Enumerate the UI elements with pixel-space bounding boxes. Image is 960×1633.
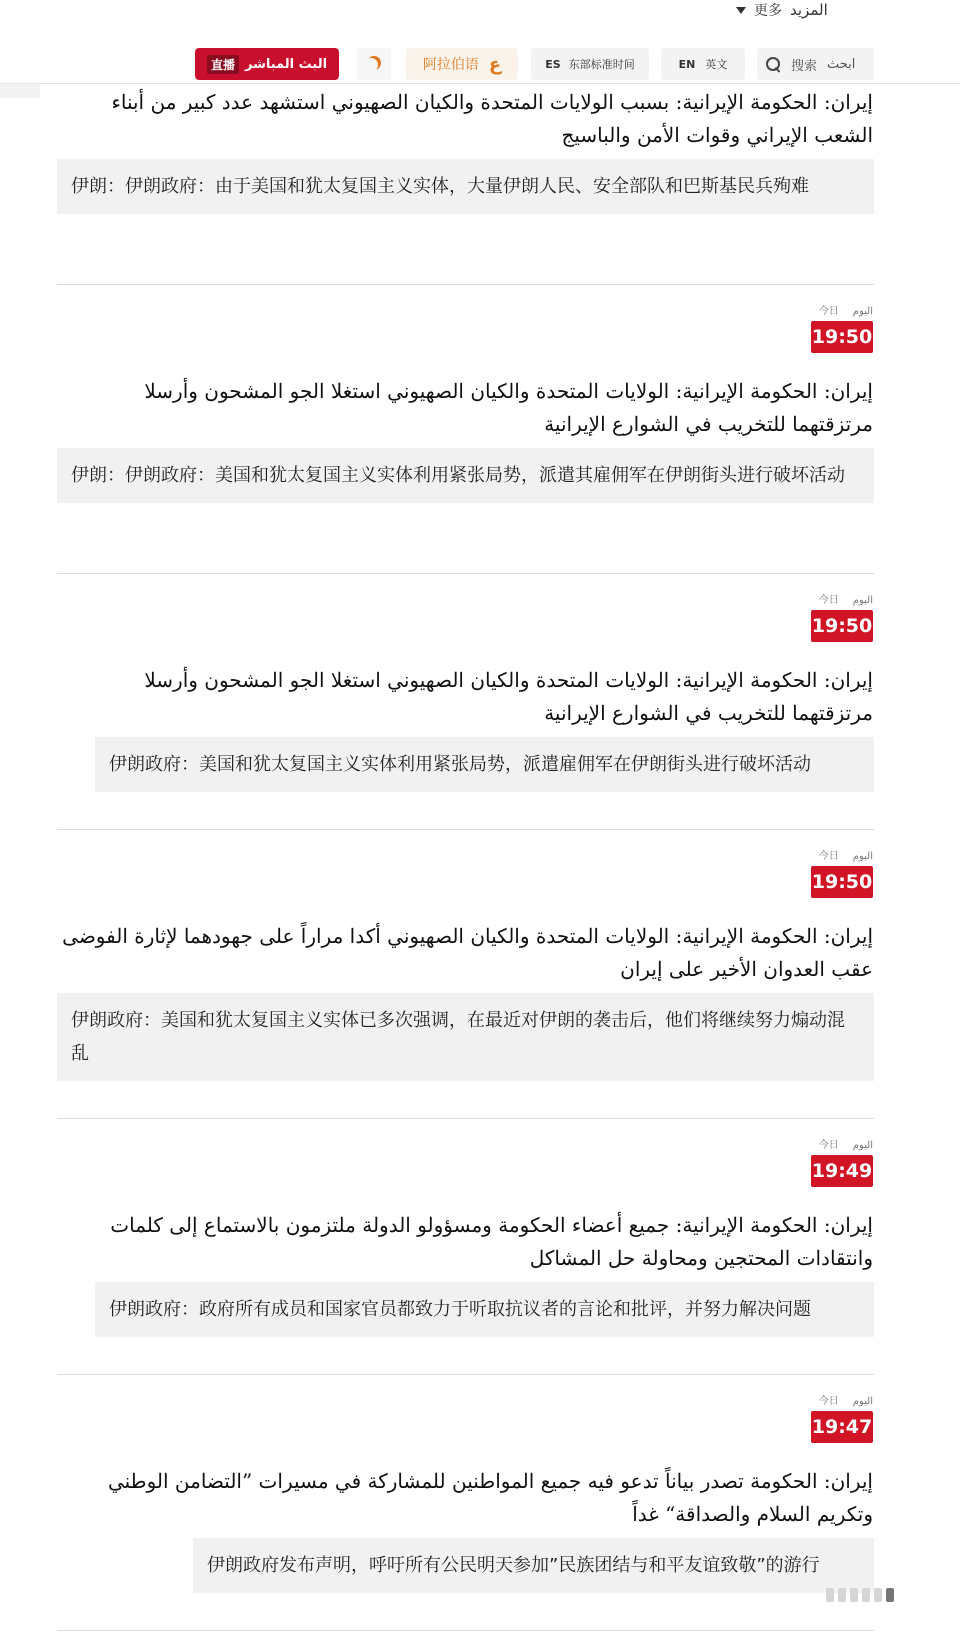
live-label-ar: البث المباشر — [244, 56, 328, 72]
search-label-ar: ابحث — [827, 56, 856, 72]
indicator-dot — [838, 1588, 846, 1602]
live-button[interactable] — [195, 48, 339, 80]
entry-divider — [57, 1374, 874, 1375]
carousel-indicator[interactable] — [826, 1585, 946, 1605]
chinese-translation: 伊朗政府：美国和犹太复国主义实体利用紧张局势，派遣雇佣军在伊朗街头进行破坏活动 — [95, 737, 874, 792]
today-label-zh: 今日 — [818, 1140, 839, 1151]
timestamp — [811, 1139, 873, 1187]
time-badge: 19:47 — [811, 1411, 873, 1443]
time-badge: 19:50 — [811, 610, 873, 642]
today-label-ar: اليوم — [852, 1140, 873, 1151]
time-badge: 19:50 — [811, 321, 873, 353]
arabic-headline: إيران: الحكومة الإيرانية: الولايات المتحدة والكيان الصهيوني أكدا مراراً على جهودهما لإثارة الفوضى عقب العدوان الأخير على إيران — [62, 924, 873, 981]
indicator-dot-active — [886, 1588, 894, 1602]
today-label-ar: اليوم — [852, 306, 873, 317]
timestamp — [811, 594, 873, 642]
timezone-label: 东部标准时间 — [568, 58, 635, 71]
today-label-zh: 今日 — [818, 595, 839, 606]
arabic-headline: إيران: الحكومة الإيرانية: الولايات المتحدة والكيان الصهيوني استغلا الجو المشحون وأرسلا مرتزقتهما للتخريب في الشوارع الإيرانية — [144, 668, 873, 725]
chinese-translation: 伊朗政府：美国和犹太复国主义实体已多次强调，在最近对伊朗的袭击后，他们将继续努力煽动混乱 — [57, 993, 874, 1081]
timezone-button[interactable] — [531, 48, 649, 80]
today-label-ar: اليوم — [852, 1396, 873, 1407]
indicator-dot — [826, 1588, 834, 1602]
top-header — [0, 0, 960, 84]
today-label-zh: 今日 — [818, 1396, 839, 1407]
timestamp — [811, 850, 873, 898]
today-label-zh: 今日 — [818, 306, 839, 317]
toolbar — [0, 48, 960, 80]
search-icon — [765, 56, 781, 72]
chinese-translation: 伊朗政府发布声明，呼吁所有公民明天参加”民族团结与和平友谊致敬”的游行 — [193, 1538, 874, 1593]
chinese-translation: 伊朗：伊朗政府：由于美国和犹太复国主义实体，大量伊朗人民、安全部队和巴斯基民兵殉难 — [57, 159, 874, 214]
more-label-zh: 更多 — [754, 3, 782, 19]
more-menu[interactable] — [736, 0, 828, 20]
time-badge: 19:50 — [811, 866, 873, 898]
entry-divider — [57, 284, 874, 285]
timestamp — [811, 305, 873, 353]
chinese-translation: 伊朗：伊朗政府：美国和犹太复国主义实体利用紧张局势，派遣其雇佣军在伊朗街头进行破坏活动 — [57, 448, 874, 503]
language-label: 英文 — [705, 58, 728, 71]
language-code: EN — [678, 57, 696, 71]
arabic-language-label: 阿拉伯语 — [422, 57, 479, 73]
search-label-zh: 搜索 — [791, 58, 818, 74]
entry-divider — [57, 829, 874, 830]
time-badge: 19:49 — [811, 1155, 873, 1187]
arabic-language-button[interactable] — [406, 48, 518, 80]
timestamp — [811, 1395, 873, 1443]
entry-divider — [57, 573, 874, 574]
arabic-headline: إيران: الحكومة الإيرانية: الولايات المتحدة والكيان الصهيوني استغلا الجو المشحون وأرسلا مرتزقتهما للتخريب في الشوارع الإيرانية — [144, 379, 873, 436]
search-button[interactable] — [757, 48, 874, 80]
left-edge-tab — [0, 84, 40, 98]
arabic-letter-icon: ع — [488, 53, 502, 75]
indicator-dot — [850, 1588, 858, 1602]
arabic-headline: إيران: الحكومة الإيرانية: بسبب الولايات المتحدة والكيان الصهيوني استشهد عدد كبير من أبناء الشعب الإيراني وقوات الأمن والباسيج — [111, 90, 873, 147]
today-label-zh: 今日 — [818, 851, 839, 862]
english-language-button[interactable] — [661, 48, 745, 80]
arabic-headline: إيران: الحكومة تصدر بياناً تدعو فيه جميع المواطنين للمشاركة في مسيرات ”التضامن الوطني وتكريم السلام والصداقة“ غداً — [107, 1469, 873, 1526]
more-label-ar: المزيد — [790, 1, 828, 19]
indicator-dot — [862, 1588, 870, 1602]
chevron-down-icon — [736, 7, 746, 14]
today-label-ar: اليوم — [852, 595, 873, 606]
entry-divider — [57, 1118, 874, 1119]
dark-mode-toggle[interactable] — [357, 48, 391, 80]
arabic-headline: إيران: الحكومة الإيرانية: جميع أعضاء الحكومة ومسؤولو الدولة ملتزمون بالاستماع إلى كلمات وانتقادات المحتجين ومحاولة حل المشاكل — [110, 1213, 873, 1270]
chinese-translation: 伊朗政府：政府所有成员和国家官员都致力于听取抗议者的言论和批评，并努力解决问题 — [95, 1282, 874, 1337]
moon-icon — [364, 58, 378, 72]
entry-divider — [57, 1630, 874, 1631]
timezone-code: ES — [545, 57, 561, 71]
live-label-zh: 直播 — [207, 55, 239, 74]
indicator-dot — [874, 1588, 882, 1602]
today-label-ar: اليوم — [852, 851, 873, 862]
